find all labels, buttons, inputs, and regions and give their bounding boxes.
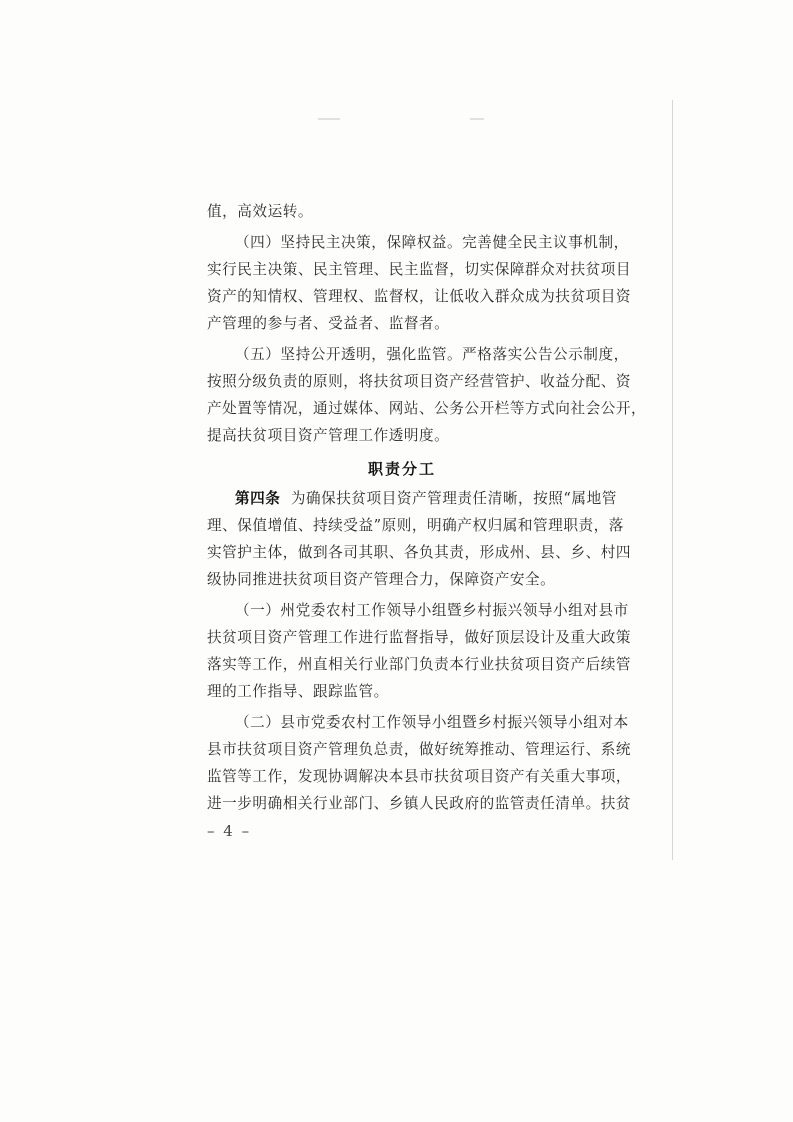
item-5-line: 按照分级负责的原则，将扶贫项目资产经营管护、收益分配、资	[207, 373, 632, 390]
sub-1-line: （一）州党委农村工作领导小组暨乡村振兴领导小组对县市	[235, 602, 629, 619]
item-4-line: 产管理的参与者、受益者、监督者。	[207, 315, 450, 332]
item-4-line: 实行民主决策、民主管理、民主监督，切实保障群众对扶贫项目	[207, 261, 632, 278]
article-4-line: 理、保值增值、持续受益”原则，明确产权归属和管理职责，落	[207, 517, 624, 534]
item-4-line: （四）坚持民主决策，保障权益。完善健全民主议事机制，	[235, 234, 629, 251]
sub-1-line: 理的工作指导、跟踪监管。	[207, 683, 389, 700]
sub-2-line: 县市扶贫项目资产管理负总责，做好统筹推动、管理运行、系统	[207, 741, 632, 758]
scan-artifact	[318, 118, 340, 120]
sub-2-line: 监管等工作，发现协调解决本县市扶贫项目资产有关重大事项，	[207, 768, 632, 785]
paragraph-continuation: 值，高效运转。	[207, 203, 314, 220]
article-4-text: 为确保扶贫项目资产管理责任清晰，按照“属地管	[290, 490, 617, 507]
item-5-line: 提高扶贫项目资产管理工作透明度。	[207, 427, 450, 444]
sub-1-line: 落实等工作，州直相关行业部门负责本行业扶贫项目资产后续管	[207, 656, 632, 673]
sub-2-line: 进一步明确相关行业部门、乡镇人民政府的监管责任清单。扶贫	[207, 795, 632, 812]
item-5-line: （五）坚持公开透明，强化监管。严格落实公告公示制度，	[235, 346, 629, 363]
item-5-line: 产处置等情况，通过媒体、网站、公务公开栏等方式向社会公开，	[207, 400, 647, 417]
article-label: 第四条	[235, 490, 281, 507]
article-4-line: 实管护主体，做到各司其职、各负其责，形成州、县、乡、村四	[207, 544, 632, 561]
page-edge-line	[672, 100, 673, 860]
scan-artifact	[470, 118, 484, 120]
sub-2-line: （二）县市党委农村工作领导小组暨乡村振兴领导小组对本	[235, 714, 629, 731]
item-4-line: 资产的知情权、管理权、监督权，让低收入群众成为扶贫项目资	[207, 288, 632, 305]
article-4-line: 级协同推进扶贫项目资产管理合力，保障资产安全。	[207, 571, 556, 588]
sub-1-line: 扶贫项目资产管理工作进行监督指导，做好顶层设计及重大政策	[207, 629, 632, 646]
section-heading: 职责分工	[367, 460, 436, 478]
page-number: – 4 –	[207, 822, 252, 840]
article-4-first-line	[235, 489, 617, 509]
